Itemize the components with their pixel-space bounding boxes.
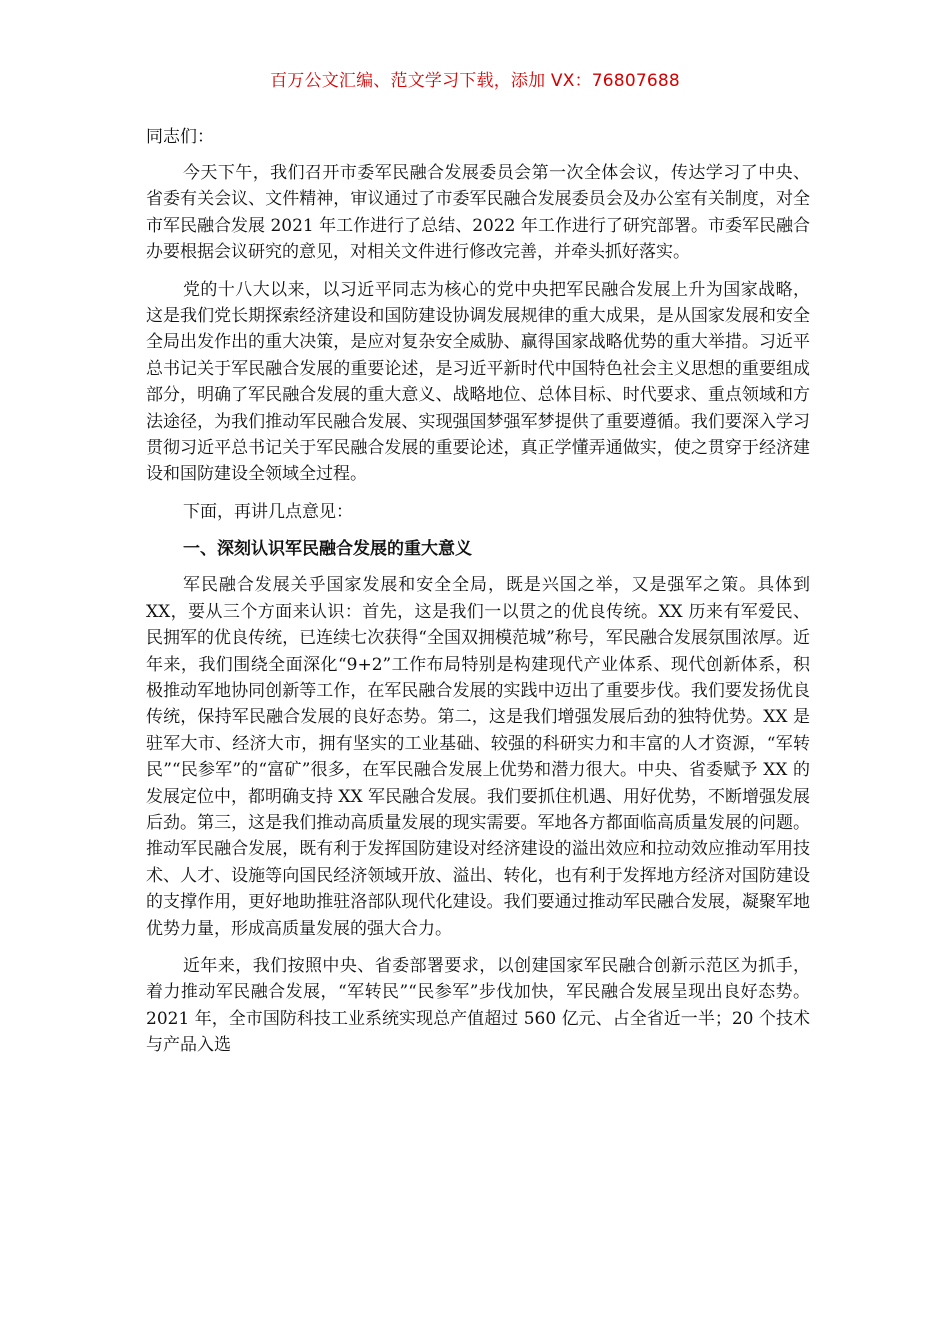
paragraph-progress: 近年来，我们按照中央、省委部署要求，以创建国家军民融合创新示范区为抓手，着力推动军民融合发展，“军转民”“民参军”步伐加快，军民融合发展呈现出良好态势。2021 年，全市国防科技工业系统实现总产值超过 560 亿元、占全省近一半；20 个技术与产品入选: [146, 955, 810, 1056]
paragraph-significance: 军民融合发展关乎国家发展和安全全局，既是兴国之举，又是强军之策。具体到 XX，要从三个方面来认识：首先，这是我们一以贯之的优良传统。XX 历来有军爱民、民拥军的优良传统，已连续七次获得“全国双拥模范城”称号，军民融合发展氛围浓厚。近年来，我们围绕全面深化“9+2”工作布局特别是构建现代产业体系、现代创新体系，积极推动军地协同创新等工作，在军民融合发展的实践中迈出了重要步伐。我们要发扬优良传统，保持军民融合发展的良好态势。第二，这是我们增强发展后劲的独特优势。XX 是驻军大市、经济大市，拥有坚实的工业基础、较强的科研实力和丰富的人才资源，“军转民”“民参军”的“富矿”很多，在军民融合发展上优势和潜力很大。中央、省委赋予 XX 的发展定位中，都明确支持 XX 军民融合发展。我们要抓住机遇、用好优势，不断增强发展后劲。第三，这是我们推动高质量发展的现实需要。军地各方都面临高质量发展的问题。推动军民融合发展，既有利于发挥国防建设对经济建设的溢出效应和拉动效应推动军用技术、人才、设施等向国民经济领域开放、溢出、转化，也有利于发挥地方经济对国防建设的支撑作用，更好地助推驻洛部队现代化建设。我们要通过推动军民融合发展，凝聚军地优势力量，形成高质量发展的强大合力。: [146, 575, 811, 939]
paragraph-strategy: 党的十八大以来，以习近平同志为核心的党中央把军民融合发展上升为国家战略，这是我们党长期探索经济建设和国防建设协调发展规律的重大成果，是从国家发展和安全全局出发作出的重大决策，是应对复杂安全威胁、赢得国家战略优势的重大举措。习近平总书记关于军民融合发展的重要论述，是习近平新时代中国特色社会主义思想的重要组成部分，明确了军民融合发展的重大意义、战略地位、总体目标、时代要求、重点领域和方法途径，为我们推动军民融合发展、实现强国梦强军梦提供了重要遵循。我们要深入学习贯彻习近平总书记关于军民融合发展的重要论述，真正学懂弄通做实，使之贯穿于经济建设和国防建设全领域全过程。: [146, 279, 810, 485]
document-body: [146, 124, 810, 1070]
section-heading-1: 一、深刻认识军民融合发展的重大意义: [183, 539, 472, 560]
header-banner: 百万公文汇编、范文学习下载，添加 VX：76807688: [270, 71, 680, 91]
salutation: 同志们：: [146, 127, 214, 147]
paragraph-transition: 下面，再讲几点意见：: [183, 501, 353, 522]
paragraph-opening: 今天下午，我们召开市委军民融合发展委员会第一次全体会议，传达学习了中央、省委有关会议、文件精神，审议通过了市委军民融合发展委员会及办公室有关制度，对全市军民融合发展 2021 年工作进行了总结、2022 年工作进行了研究部署。市委军民融合办要根据会议研究的意见，对相关文件进行修改完善，并牵头抓好落实。: [146, 163, 810, 263]
